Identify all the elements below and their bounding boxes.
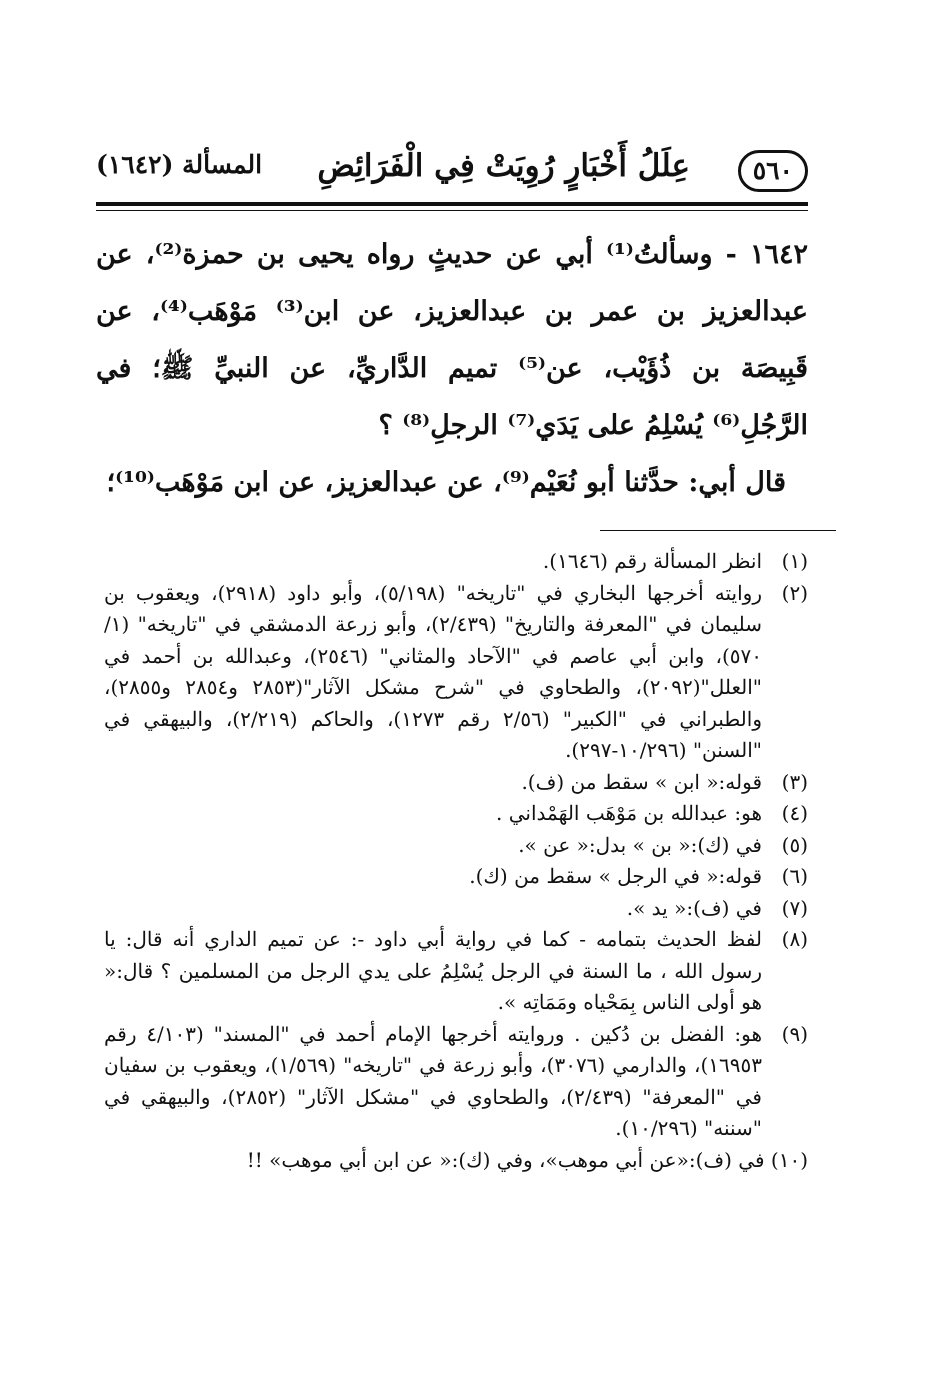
footnote bbox=[104, 893, 808, 925]
footnote-number: (١٠) bbox=[770, 1147, 808, 1172]
footnote bbox=[104, 1019, 808, 1145]
footnote-number: (٨) bbox=[781, 927, 808, 951]
footnote-number: (٤) bbox=[781, 801, 808, 825]
footnote-number: (١) bbox=[781, 549, 808, 573]
footnote-text: انظر المسألة رقم (١٦٤٦). bbox=[542, 549, 762, 573]
footnote-number: (٦) bbox=[781, 864, 808, 888]
footnotes bbox=[104, 546, 808, 1176]
question-paragraph: ١٦٤٢ - وسألتُ⁽¹⁾ أبي عن حديثٍ رواه يحيى بن حمزة⁽²⁾، عن عبدالعزيز بن عمر بن عبدالعزيز، عن ابن⁽³⁾ مَوْهَب⁽⁴⁾، عن قَبِيصَة بن ذُؤَيْب، عن⁽⁵⁾ تميم الدَّاريِّ، عن النبيِّ ﷺ؛ في الرَّجُلِ⁽⁶⁾ يُسْلِمُ على يَدَي⁽⁷⁾ الرجلِ⁽⁸⁾ ؟ bbox=[96, 239, 808, 441]
book-title: عِلَلُ أَخْبَارٍ رُوِيَتْ فِي الْفَرَائِضِ bbox=[317, 148, 690, 184]
footnote-text: هو: عبدالله بن مَوْهَب الهَمْداني . bbox=[496, 801, 762, 825]
footnote-number: (٩) bbox=[781, 1021, 808, 1046]
footnote-number: (٥) bbox=[781, 832, 808, 857]
answer-paragraph: قال أبي: حدَّثنا أبو نُعَيْم⁽⁹⁾، عن عبدالعزيز، عن ابن مَوْهَب⁽¹⁰⁾؛ bbox=[106, 467, 786, 498]
footnote bbox=[104, 924, 808, 1019]
question-label: المسألة (١٦٤٢) bbox=[96, 150, 263, 179]
footnote-text: هو: الفضل بن دُكين . وروايته أخرجها الإمام أحمد في "المسند" (٤/١٠٣ رقم ١٦٩٥٣)، والدارمي (٣٠٧٦)، وأبو زرعة في "تاريخه" (١/٥٦٩)، ويعقوب بن سفيان في "المعرفة" (٢/٤٣٩)، والطحاوي في "مشكل الآثار" (٢٨٥٢)، والبيهقي في "سننه" (١٠/٢٩٦). bbox=[104, 1021, 762, 1140]
footnote bbox=[104, 830, 808, 862]
footnote-text: قوله:« في الرجل » سقط من (ك). bbox=[469, 864, 762, 888]
page-header bbox=[96, 150, 808, 194]
main-text bbox=[96, 226, 808, 511]
header-rule-thick bbox=[96, 202, 808, 206]
header-rule-thin bbox=[96, 210, 808, 211]
footnote bbox=[104, 767, 808, 799]
footnote-text: قوله:« ابن » سقط من (ف). bbox=[521, 769, 762, 794]
footnote-number: (٣) bbox=[781, 769, 808, 794]
footnote-text: في (ف):« يد ». bbox=[626, 895, 762, 920]
footnote-separator bbox=[600, 530, 836, 531]
footnote-text bbox=[247, 1145, 808, 1177]
footnote-text: في (ك):« بن » بدل:« عن ». bbox=[518, 832, 762, 857]
footnote-number: (٧) bbox=[781, 895, 808, 920]
footnote-number: (٢) bbox=[781, 580, 808, 605]
footnote bbox=[104, 798, 808, 830]
footnote-body: في (ف):«عن أبي موهب»، وفي (ك):« عن ابن أبي موهب» !! bbox=[246, 1147, 765, 1172]
footnote-text: لفظ الحديث بتمامه - كما في رواية أبي داود -: عن تميم الداري أنه قال: يا رسول الله ، ما السنة في الرجل يُسْلِمُ على يدي الرجل من المسلمين ؟ قال:« هو أولى الناس بِمَحْياه ومَمَاتِه ». bbox=[104, 927, 762, 1014]
footnote bbox=[104, 1145, 808, 1177]
page-number: ٥٦٠ bbox=[738, 150, 808, 192]
footnote bbox=[104, 861, 808, 893]
footnote bbox=[104, 578, 808, 767]
footnote bbox=[104, 546, 808, 578]
footnote-text: روايته أخرجها البخاري في "تاريخه" (٥/١٩٨)، وأبو داود (٢٩١٨)، ويعقوب بن سليمان في "المعرفة والتاريخ" (٢/٤٣٩)، وأبو زرعة الدمشقي في "تاريخه" (١/ ٥٧٠)، وابن أبي عاصم في "الآحاد والمثاني" (٢٥٤٦)، وعبدالله بن أحمد في "العلل"(٢٠٩٢)، والطحاوي في "شرح مشكل الآثار"(٢٨٥٣ و٢٨٥٤ و٢٨٥٥)، والطبراني في "الكبير" (٢/٥٦ رقم ١٢٧٣)، والحاكم (٢/٢١٩)، والبيهقي في "السنن" (١٠/٢٩٦-٢٩٧). bbox=[104, 580, 763, 762]
